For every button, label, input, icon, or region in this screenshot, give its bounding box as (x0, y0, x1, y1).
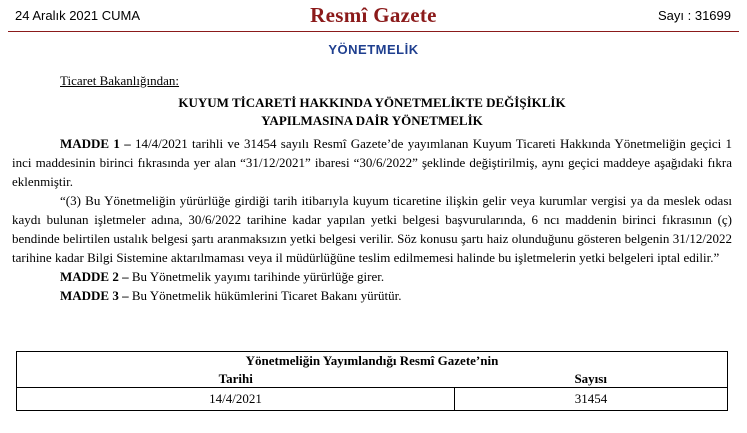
issue-number: Sayı : 31699 (658, 8, 731, 23)
issue-date: 24 Aralık 2021 CUMA (15, 8, 141, 23)
article-label: MADDE 2 – (60, 269, 129, 284)
regulation-title-line-1: KUYUM TİCARETİ HAKKINDA YÖNETMELİKTE DEĞİŞİKLİK (178, 95, 566, 110)
table-header-row (17, 370, 728, 388)
table-caption-row (17, 352, 728, 371)
gazette-title: Resmî Gazete (310, 3, 437, 27)
header-divider (8, 31, 739, 32)
article-label: MADDE 1 – (60, 136, 131, 151)
article-paragraph (12, 191, 732, 267)
issuing-ministry: Ticaret Bakanlığından: (60, 73, 180, 88)
publication-table (16, 351, 728, 411)
regulation-body (12, 71, 732, 305)
article-text: Bu Yönetmelik hükümlerini Ticaret Bakanı yürütür. (131, 288, 402, 303)
table-row (17, 388, 728, 411)
article-text: 14/4/2021 tarihli ve 31454 sayılı Resmî Gazete’de yayımlanan Kuyum Ticareti Hakkında Yönetmeliğin geçici 1 inci maddesinin birinci fıkrasında yer alan “31/12/2021” ibaresi “30/6/2022” şeklinde değiştirilmiş, aynı geçici maddeye aşağıdaki fıkra eklenmiştir. (12, 136, 733, 189)
regulation-title-line-2: YAPILMASINA DAİR YÖNETMELİK (261, 113, 483, 128)
article-paragraph (12, 286, 732, 305)
publication-date-cell: 14/4/2021 (17, 388, 455, 411)
table-caption: Yönetmeliğin Yayımlandığı Resmî Gazete’nin (17, 352, 728, 371)
column-header-number: Sayısı (454, 370, 727, 388)
article-label: MADDE 3 – (60, 288, 129, 303)
article-paragraph (12, 134, 732, 191)
article-paragraph (12, 267, 732, 286)
regulation-title (12, 94, 732, 130)
article-text: “(3) Bu Yönetmeliğin yürürlüğe girdiği tarih itibarıyla kuyum ticaretine ilişkin gelir veya kurumlar vergisi ya da meslek odası kaydı bulunan işletmeler adına, 30/6/2022 tarihine kadar yapılan yetki belgesi başvurularında, 6 ncı maddenin birinci fıkrasının (ç) bendinde belirtilen ustalık belgesi şartı aranmaksızın yetki belgesi verilir. Söz konusu şartı haiz olunduğunu gösteren belgenin 31/12/2022 tarihine kadar Bilgi Sistemine aktarılmaması veya il müdürlüğüne teslim edilmemesi halinde bu işletmelerin yetki belgeleri iptal edilir.” (12, 193, 732, 265)
publication-number-cell: 31454 (454, 388, 727, 411)
article-text: Bu Yönetmelik yayımı tarihinde yürürlüğe girer. (131, 269, 385, 284)
gazette-header (0, 0, 747, 32)
column-header-date: Tarihi (17, 370, 455, 388)
section-title: YÖNETMELİK (328, 42, 419, 57)
